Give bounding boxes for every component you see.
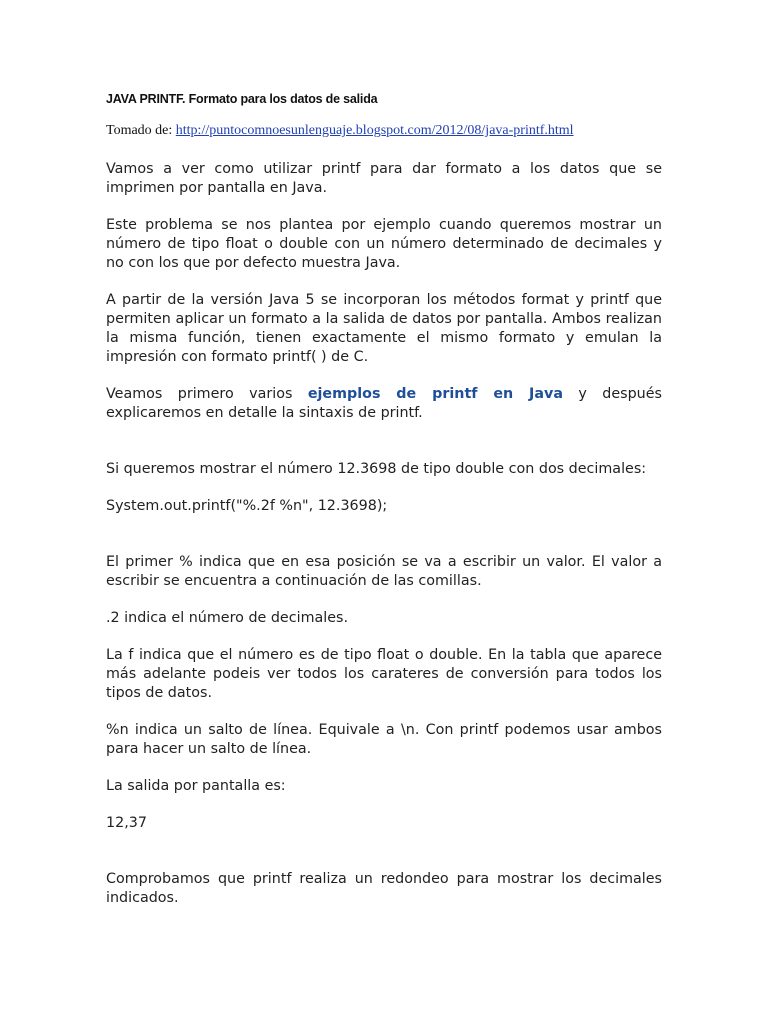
paragraph-java5: A partir de la versión Java 5 se incorporan los métodos format y printf que permiten aplicar un formato a la salida de datos por pantalla. Ambos realizan la misma función, tienen exactamente el mismo formato y emulan la impresión con formato printf( ) de C.	[106, 292, 662, 365]
paragraph-intro: Vamos a ver como utilizar printf para dar formato a los datos que se imprimen por pantalla en Java.	[106, 161, 662, 196]
paragraph-f-type: La f indica que el número es de tipo float o double. En la tabla que aparece más adelante podeis ver todos los carateres de conversión para todos los tipos de datos.	[106, 647, 662, 701]
examples-text-before: Veamos primero varios	[106, 386, 308, 402]
code-example: System.out.printf("%.2f %n", 12.3698);	[106, 498, 388, 514]
paragraph-decimals: .2 indica el número de decimales.	[106, 610, 349, 626]
paragraph-output-label: La salida por pantalla es:	[106, 778, 286, 794]
document-title: JAVA PRINTF. Formato para los datos de salida	[106, 92, 378, 106]
examples-text-after: y después explicaremos en detalle la sintaxis de printf.	[106, 386, 662, 421]
paragraph-problem: Este problema se nos plantea por ejemplo cuando queremos mostrar un número de tipo float o double con un número determinado de decimales y no con los que por defecto muestra Java.	[106, 217, 662, 271]
paragraph-example-intro: Si queremos mostrar el número 12.3698 de tipo double con dos decimales:	[106, 461, 647, 477]
paragraph-examples	[106, 385, 662, 423]
source-link[interactable]: http://puntocomnoesunlenguaje.blogspot.com/2012/08/java-printf.html	[175, 123, 574, 138]
paragraph-percent: El primer % indica que en esa posición se va a escribir un valor. El valor a escribir se encuentra a continuación de las comillas.	[106, 554, 662, 589]
source-line	[106, 123, 574, 139]
source-label: Tomado de:	[106, 123, 173, 138]
paragraph-newline: %n indica un salto de línea. Equivale a \n. Con printf podemos usar ambos para hacer un salto de línea.	[106, 722, 662, 757]
output-value: 12,37	[106, 815, 147, 831]
document-body	[106, 160, 662, 908]
examples-link[interactable]: ejemplos de printf en Java	[307, 386, 563, 402]
paragraph-rounding: Comprobamos que printf realiza un redondeo para mostrar los decimales indicados.	[106, 871, 662, 906]
